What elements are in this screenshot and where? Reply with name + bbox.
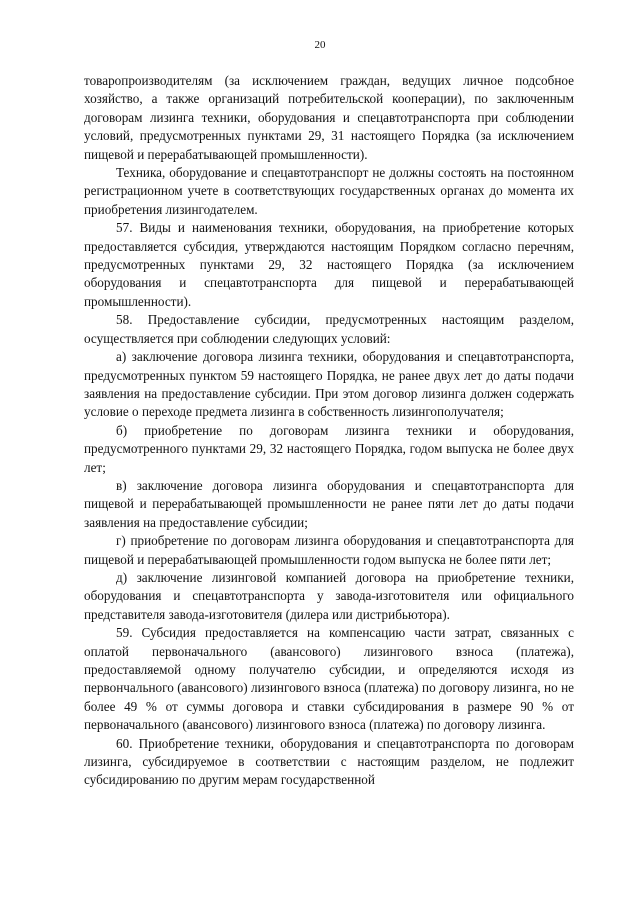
paragraph-58-d: д) заключение лизинговой компанией договора на приобретение техники, оборудования и спецавтотранспорта у завода-изготовителя или официального представителя завода-изготовителя (дилера или дистрибьютора). (84, 569, 574, 622)
paragraph-57: 57. Виды и наименования техники, оборудования, на приобретение которых предоставляется субсидия, утверждаются настоящим Порядком согласно перечням, предусмотренных пунктами 29, 32 настоящего Порядка (за исключением оборудования и спецавтотранспорта для пищевой и перерабатывающей промышленности). (84, 220, 574, 309)
paragraph-continuation: товаропроизводителям (за исключением граждан, ведущих личное подсобное хозяйство, а также организаций потребительской кооперации), по заключенным договорам лизинга техники, оборудования и спецавтотранспорта при соблюдении условий, предусмотренных пунктами 29, 31 настоящего Порядка (за исключением пищевой и перерабатывающей промышленности). (84, 73, 574, 162)
paragraph-58-a: а) заключение договора лизинга техники, оборудования и спецавтотранспорта, предусмотренных пунктом 59 настоящего Порядка, не ранее двух лет до даты подачи заявления на предоставление субсидии. При этом договор лизинга должен содержать условие о переходе предмета лизинга в собственность лизингополучателя; (84, 349, 574, 420)
page-number: 20 (314, 39, 326, 51)
paragraph-60: 60. Приобретение техники, оборудования и спецавтотранспорта по договорам лизинга, субсидируемое в соответствии с настоящим разделом, не подлежит субсидированию по другим мерам государственной (84, 735, 574, 788)
paragraph-registration: Техника, оборудование и спецавтотранспорт не должны состоять на постоянном регистрационном учете в соответствующих государственных органах до момента их приобретения лизингодателем. (84, 165, 574, 217)
paragraph-58-b: б) приобретение по договорам лизинга техники и оборудования, предусмотренного пунктами 29, 32 настоящего Порядка, годом выпуска не более двух лет; (84, 422, 574, 475)
paragraph-58-g: г) приобретение по договорам лизинга оборудования и спецавтотранспорта для пищевой и перерабатывающей промышленности годом выпуска не более пяти лет; (84, 533, 574, 567)
document-body (84, 72, 574, 790)
paragraph-58-v: в) заключение договора лизинга оборудования и спецавтотранспорта для пищевой и перерабатывающей промышленности не ранее пяти лет до даты подачи заявления на предоставление субсидии; (84, 477, 574, 530)
paragraph-59: 59. Субсидия предоставляется на компенсацию части затрат, связанных с оплатой первоначального (авансового) лизингового взноса (платежа), предоставляемой одному получателю субсидии, и определяются исходя из первончального (авансового) лизингового взноса (платежа) по договору лизинга, но не более 49 % от суммы договора и ставки субсидирования в размере 90 % от первоначального (авансового) лизингового взноса (платежа) по договору лизинга. (84, 625, 574, 733)
paragraph-58: 58. Предоставление субсидии, предусмотренных настоящим разделом, осуществляется при соблюдении следующих условий: (84, 312, 574, 346)
